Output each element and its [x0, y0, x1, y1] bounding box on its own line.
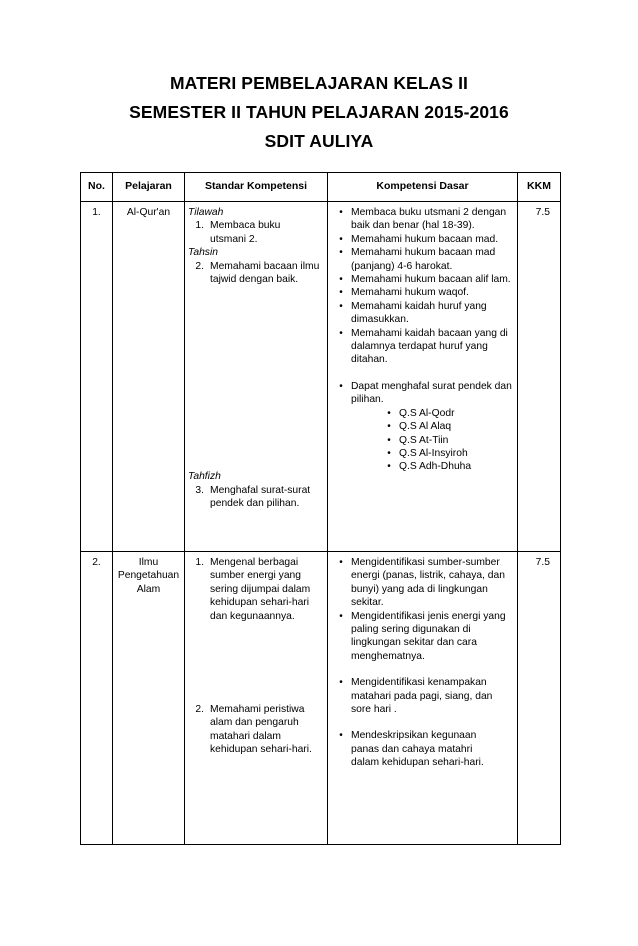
- kd-text: Mengidentifikasi jenis energi yang paling sering digunakan di lingkungan sekitar dan cara menghematnya.: [351, 610, 506, 662]
- bullet-icon: •: [339, 730, 343, 742]
- kd-text: Mengidentifikasi kenampakan matahari pada pagi, siang, dan sore hari .: [351, 677, 493, 716]
- bullet-icon: •: [387, 447, 391, 459]
- standar-kompetensi-cell: [185, 552, 328, 845]
- surat-item: [379, 434, 513, 447]
- list-item: [331, 233, 513, 246]
- row-number: 2.: [81, 552, 113, 845]
- sk-item-number: 1.: [195, 220, 204, 232]
- bullet-icon: •: [339, 300, 343, 312]
- header-standar-kompetensi: Standar Kompetensi: [185, 173, 328, 202]
- list-item: [331, 327, 513, 367]
- header-pelajaran: Pelajaran: [113, 173, 185, 202]
- bullet-icon: •: [387, 407, 391, 419]
- document-title-line1: MATERI PEMBELAJARAN KELAS II: [169, 73, 469, 93]
- bullet-icon: •: [387, 434, 391, 446]
- surat-name: Q.S At-Tiin: [399, 434, 449, 446]
- header-no: No.: [81, 173, 113, 202]
- list-item: [331, 300, 513, 327]
- list-item: [331, 246, 513, 273]
- surat-name: Q.S Al-Insyiroh: [399, 447, 468, 459]
- surat-item: [379, 420, 513, 433]
- bullet-icon: •: [387, 421, 391, 433]
- kd-text: Membaca buku utsmani 2 dengan baik dan benar (hal 18-39).: [351, 207, 507, 232]
- sk-item-number: 1.: [195, 557, 204, 568]
- kd-text: Memahami hukum bacaan mad.: [351, 233, 499, 245]
- sk-item: [188, 219, 323, 246]
- list-item: [331, 729, 513, 769]
- kd-text: Memahami kaidah huruf yang dimasukkan.: [351, 300, 487, 326]
- sk-item-text: Menghafal surat-surat pendek dan pilihan.: [210, 484, 311, 510]
- document-title-line3: SDIT AULIYA: [264, 131, 374, 151]
- bullet-icon: •: [339, 247, 343, 259]
- list-item: [331, 273, 513, 286]
- sk-item: [188, 260, 323, 287]
- row-kkm: 7.5: [518, 552, 561, 845]
- kd-text: Memahami hukum bacaan alif lam.: [351, 274, 511, 286]
- bullet-icon: •: [339, 207, 343, 218]
- list-item: [331, 556, 513, 610]
- list-item: [331, 380, 513, 407]
- sk-item: [188, 484, 323, 511]
- list-item: [331, 286, 513, 299]
- sk-item-number: 3.: [195, 484, 204, 496]
- header-kkm: KKM: [518, 173, 561, 202]
- surat-item: [379, 460, 513, 473]
- bullet-icon: •: [339, 274, 343, 286]
- table-row: [81, 552, 561, 845]
- kd-text: Memahami hukum waqof.: [351, 287, 469, 299]
- table-row: [81, 202, 561, 552]
- list-item: [331, 610, 513, 664]
- kompetensi-dasar-cell: [328, 202, 518, 552]
- row-number: 1.: [81, 202, 113, 552]
- sk-item-text: Memahami peristiwa alam dan pengaruh matahari dalam kehidupan sehari-hari.: [210, 704, 312, 756]
- kd-text: Dapat menghafal surat pendek dan pilihan.: [351, 380, 512, 406]
- curriculum-table: [80, 172, 561, 845]
- bullet-icon: •: [339, 610, 343, 622]
- kompetensi-dasar-cell: [328, 552, 518, 845]
- kd-text: Mengidentifikasi sumber-sumber energi (panas, listrik, cahaya, dan bunyi) yang ada di lingkungan sekitar.: [351, 557, 505, 609]
- tahsin-label: Tahsin: [188, 247, 218, 259]
- surat-item: [379, 447, 513, 460]
- sk-item-number: 2.: [195, 260, 204, 272]
- standar-kompetensi-cell: [185, 202, 328, 552]
- bullet-icon: •: [339, 287, 343, 299]
- bullet-icon: •: [339, 233, 343, 245]
- surat-item: [379, 407, 513, 420]
- bullet-icon: •: [339, 380, 343, 392]
- list-item: [331, 206, 513, 233]
- sk-item-number: 2.: [195, 704, 204, 716]
- bullet-icon: •: [339, 327, 343, 339]
- document-title-line2: SEMESTER II TAHUN PELAJARAN 2015-2016: [129, 102, 509, 122]
- tahfizh-label: Tahfizh: [188, 471, 221, 483]
- surat-name: Q.S Adh-Dhuha: [399, 461, 472, 473]
- bullet-icon: •: [339, 677, 343, 689]
- kd-text: Memahami hukum bacaan mad (panjang) 4-6 harokat.: [351, 247, 496, 272]
- bullet-icon: •: [339, 557, 343, 568]
- bullet-icon: •: [387, 461, 391, 473]
- row-subject: Ilmu Pengetahuan Alam: [113, 552, 185, 845]
- sk-item-text: Memahami bacaan ilmu tajwid dengan baik.: [210, 260, 320, 286]
- surat-name: Q.S Al Alaq: [399, 421, 452, 433]
- kd-text: Mendeskripsikan kegunaan panas dan cahaya matahri dalam kehidupan sehari-hari.: [351, 730, 484, 769]
- table-header-row: [81, 173, 561, 202]
- surat-name: Q.S Al-Qodr: [399, 407, 455, 419]
- row-subject: Al-Qur'an: [113, 202, 185, 552]
- header-kompetensi-dasar: Kompetensi Dasar: [328, 173, 518, 202]
- sk-item: [188, 556, 323, 623]
- sk-item: [188, 703, 323, 757]
- row-kkm: 7.5: [518, 202, 561, 552]
- kd-text: Memahami kaidah bacaan yang di dalamnya terdapat huruf yang ditahan.: [351, 327, 508, 366]
- tilawah-label: Tilawah: [188, 207, 224, 218]
- sk-item-text: Membaca buku utsmani 2.: [210, 220, 281, 245]
- list-item: [331, 676, 513, 716]
- sk-item-text: Mengenal berbagai sumber energi yang sering dijumpai dalam kehidupan sehari-hari dan kegunaannya.: [210, 557, 311, 622]
